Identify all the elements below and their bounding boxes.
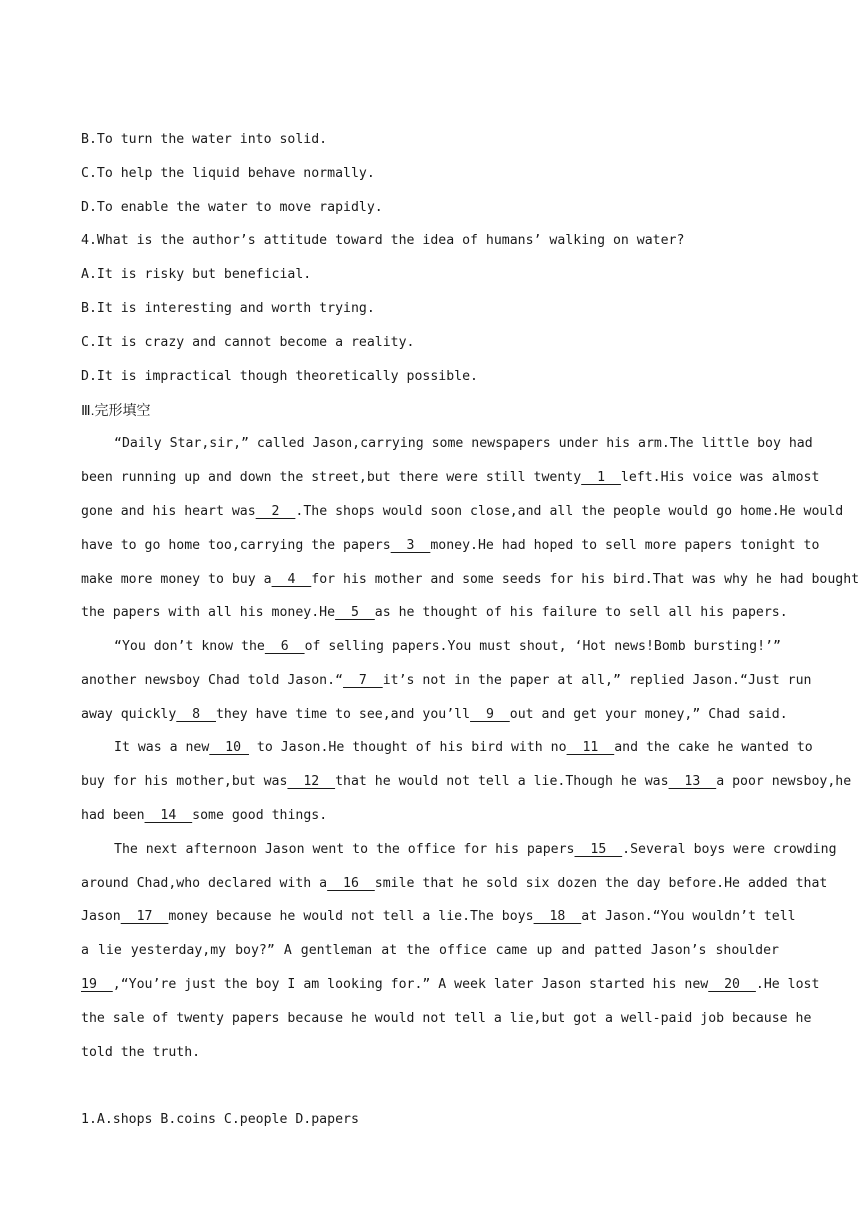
cloze-blank: 13 (668, 774, 717, 789)
cloze-blank: 12 (287, 774, 336, 789)
passage-line: 19 ,“You’re just the boy I am looking for.” A week later Jason started his new 20 .He lost (81, 975, 779, 995)
q3-option-d: D.To enable the water to move rapidly. (81, 200, 383, 215)
cloze-blank: 3 (390, 538, 431, 553)
q4-option-d: D.It is impractical though theoretically possible. (81, 369, 478, 384)
cloze-blank: 9 (470, 707, 510, 722)
passage-line: a lie yesterday,my boy?” A gentleman at the office came up and patted Jason’s shoulder (81, 943, 779, 958)
passage-line: the sale of twenty papers because he would not tell a lie,but got a well-paid job because he (81, 1011, 812, 1026)
passage-line: been running up and down the street,but there were still twenty 1 left.His voice was almost (81, 468, 779, 488)
passage-line: another newsboy Chad told Jason.“ 7 it’s not in the paper at all,” replied Jason.“Just run (81, 671, 779, 691)
passage-line: make more money to buy a 4 for his mother and some seeds for his bird.That was why he had bought (81, 570, 779, 590)
q4-stem: 4.What is the author’s attitude toward the idea of humans’ walking on water? (81, 233, 685, 248)
cloze-blank: 8 (176, 707, 216, 722)
passage-line: told the truth. (81, 1045, 201, 1060)
section-title: Ⅲ.完形填空 (81, 402, 151, 418)
passage-line: “You don’t know the 6 of selling papers.You must shout, ‘Hot news!Bomb bursting!’” (114, 637, 778, 657)
passage-line: the papers with all his money.He 5 as he thought of his failure to sell all his papers. (81, 603, 779, 623)
q4-option-b: B.It is interesting and worth trying. (81, 301, 375, 316)
passage-line: The next afternoon Jason went to the office for his papers 15 .Several boys were crowding (114, 840, 778, 860)
cloze-blank: 10 (209, 740, 249, 755)
cloze-blank: 11 (566, 740, 615, 755)
cloze-blank: 19 (81, 977, 113, 992)
cloze-blank: 14 (144, 808, 193, 823)
passage-line: gone and his heart was 2 .The shops would soon close,and all the people would go home.He would (81, 502, 779, 522)
q3-option-b: B.To turn the water into solid. (81, 132, 328, 147)
cloze-blank: 6 (264, 639, 305, 654)
passage-line: have to go home too,carrying the papers 3 money.He had hoped to sell more papers tonight to (81, 536, 779, 556)
passage-line: had been 14 some good things. (81, 806, 779, 826)
cloze-blank: 5 (335, 605, 375, 620)
passage-line: around Chad,who declared with a 16 smile that he sold six dozen the day before.He added that (81, 874, 779, 894)
passage-line: Jason 17 money because he would not tell a lie.The boys 18 at Jason.“You wouldn’t tell (81, 907, 779, 927)
cloze-blank: 2 (255, 504, 296, 519)
cloze-blank: 1 (581, 470, 621, 485)
answer-options-q1: 1.A.shops B.coins C.people D.papers (81, 1112, 359, 1127)
cloze-blank: 18 (533, 909, 582, 924)
cloze-blank: 16 (327, 876, 375, 891)
passage-line: away quickly 8 they have time to see,and you’ll 9 out and get your money,” Chad said. (81, 705, 779, 725)
passage-line: It was a new 10 to Jason.He thought of his bird with no 11 and the cake he wanted to (114, 738, 778, 758)
q3-option-c: C.To help the liquid behave normally. (81, 166, 375, 181)
passage-line: buy for his mother,but was 12 that he would not tell a lie.Though he was 13 a poor newsboy,he (81, 772, 779, 792)
passage-line: “Daily Star,sir,” called Jason,carrying some newspapers under his arm.The little boy had (114, 436, 813, 451)
cloze-blank: 17 (120, 909, 169, 924)
q4-option-c: C.It is crazy and cannot become a reality. (81, 335, 415, 350)
cloze-blank: 4 (271, 572, 312, 587)
cloze-blank: 7 (343, 673, 383, 688)
cloze-blank: 15 (574, 842, 623, 857)
q4-option-a: A.It is risky but beneficial. (81, 267, 312, 282)
cloze-blank: 20 (708, 977, 756, 992)
